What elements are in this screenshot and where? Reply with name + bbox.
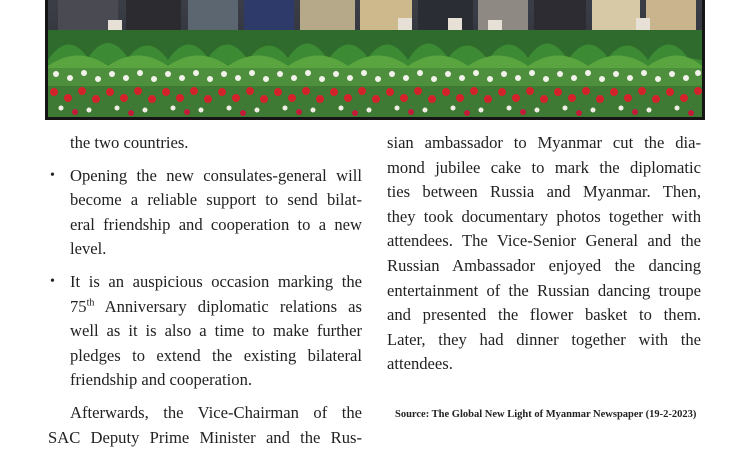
text-line: become a reliable support to send bilat- (70, 190, 362, 210)
text-line: well as it is also a time to make further (70, 321, 362, 341)
text-line: pledges to extend the existing bilateral (70, 345, 362, 365)
text-line: eral friendship and cooperation to a new (70, 214, 362, 234)
text-line: It is an auspicious occasion marking the (70, 271, 362, 291)
bullet-point: • (50, 273, 55, 289)
text-line: friendship and cooperation. (70, 370, 253, 390)
text-line: attendees. The Vice-Senior General and the (387, 231, 701, 251)
red-flowers (48, 86, 702, 117)
text-line: Later, they had dinner together with the (387, 329, 701, 349)
paragraph-afterwards (48, 401, 362, 450)
text-line: Russian Ambassador enjoyed the dancing (387, 255, 701, 275)
bullet-consulates (48, 164, 362, 262)
continued-line: the two countries. (70, 133, 189, 152)
text-fragment: Anniversary diplomatic relations as (94, 296, 362, 316)
text-line: Opening the new consulates-general will (70, 165, 362, 185)
text-line: sian ambassador to Myanmar cut the dia- (387, 133, 701, 152)
white-flowers (48, 68, 702, 86)
text-line: level. (70, 239, 107, 259)
text-line: SAC Deputy Prime Minister and the Rus- (48, 427, 362, 447)
bullet-anniversary (48, 270, 362, 393)
left-column (48, 131, 362, 450)
anniversary-number: 75 (70, 296, 87, 316)
right-column (387, 131, 701, 377)
ordinal-suffix: th (86, 297, 95, 309)
source-credit: Source: The Global New Light of Myanmar Newspaper (19-2-2023) (395, 409, 697, 420)
text-line: attendees. (387, 354, 453, 374)
text-line: and presented the flower basket to them. (387, 305, 701, 325)
text-line: Afterwards, the Vice-Chairman of the (70, 402, 362, 422)
text-line: they took documentary photos together with (387, 206, 701, 226)
photo-illustration (48, 0, 702, 117)
text-line: ties between Russia and Myanmar. Then, (387, 182, 701, 202)
text-line-anniversary (70, 295, 362, 320)
bullet-point: • (50, 167, 55, 183)
text-line: mond jubilee cake to mark the diplomatic (387, 157, 701, 177)
ceremony-photo (45, 0, 705, 120)
text-line: entertainment of the Russian dancing troupe (387, 280, 701, 300)
